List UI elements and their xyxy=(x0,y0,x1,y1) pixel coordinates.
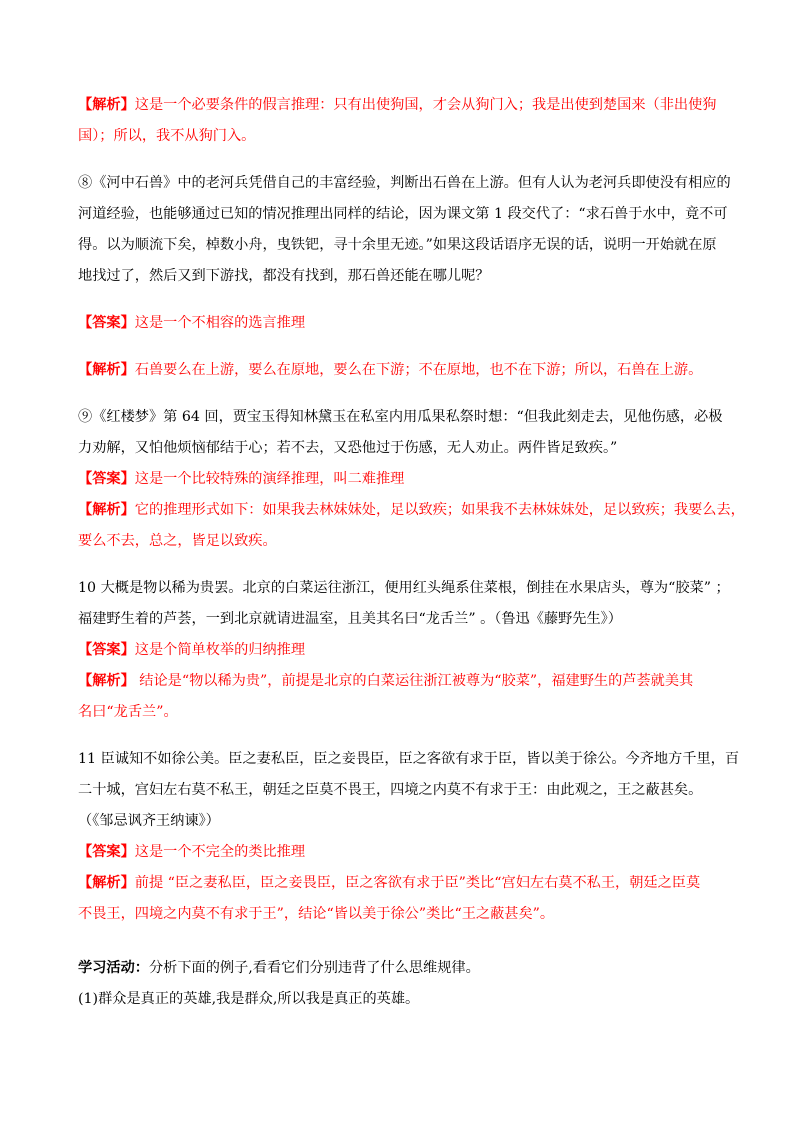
question-line xyxy=(78,266,728,286)
line-text: 这是一个比较特殊的演绎推理，叫二难推理 xyxy=(134,471,405,487)
answer-tag: 【答案】 xyxy=(78,844,135,860)
analysis-tag: 【解析】 xyxy=(78,97,135,113)
question-line xyxy=(78,407,728,427)
analysis-tag: 【解析】 xyxy=(78,875,135,891)
line-text: 分析下面的例子,看看它们分别违背了什么思维规律。 xyxy=(148,960,480,976)
activity-line xyxy=(78,958,728,978)
analysis-tag: 【解析】 xyxy=(78,673,135,689)
analysis-line xyxy=(78,500,745,520)
question-line xyxy=(78,438,728,458)
question-line xyxy=(78,578,728,598)
line-text: 这是一个必要条件的假言推理：只有出使狗国，才会从狗门入；我是出使到楚国来（非出使狗 xyxy=(134,97,717,113)
line-text: 二十城，宫妇左右莫不私王，朝廷之臣莫不畏王，四境之内莫不有求于王：由此观之，王之蔽甚矣。 xyxy=(78,782,703,798)
line-text: 11 臣诚知不如徐公美。臣之妻私臣，臣之妾畏臣，臣之客欲有求于臣，皆以美于徐公。今齐地方千里，百 xyxy=(78,751,740,767)
line-text: ⑨《红楼梦》第 64 回，贾宝玉得知林黛玉在私室内用瓜果私祭时想：“但我此刻走去，见他伤感，必极 xyxy=(78,409,723,425)
line-text: 不畏王，四境之内莫不有求于王”，结论“皆以美于徐公”类比“王之蔽甚矣”。 xyxy=(78,906,555,922)
question-line xyxy=(78,749,740,769)
analysis-line xyxy=(78,873,728,893)
line-text: 要么不去，总之，皆足以致疾。 xyxy=(78,533,277,549)
answer-line xyxy=(78,842,728,862)
answer-tag: 【答案】 xyxy=(78,315,135,331)
line-text: 得。以为顺流下矣，棹数小舟，曳铁钯，寻十余里无迹。”如果这段话语序无误的话，说明一开始就在原 xyxy=(78,237,717,253)
analysis-line xyxy=(78,702,728,722)
line-text: 河道经验，也能够通过已知的情况推理出同样的结论，因为课文第 1 段交代了：“求石兽于水中，竟不可 xyxy=(78,206,728,222)
line-text: 力劝解，又怕他烦恼郁结于心；若不去，又恐他过于伤感，无人劝止。两件皆足致疾。” xyxy=(78,440,618,456)
question-line xyxy=(78,609,728,629)
line-text: 它的推理形式如下：如果我去林妹妹处，足以致疾；如果我不去林妹妹处，足以致疾；我要么去， xyxy=(134,502,745,518)
answer-tag: 【答案】 xyxy=(78,642,135,658)
activity-tag: 学习活动： xyxy=(78,960,149,976)
answer-line xyxy=(78,469,728,489)
activity-item xyxy=(78,989,728,1009)
question-line xyxy=(78,811,728,831)
line-text: 结论是“物以稀为贵”，前提是北京的白菜运往浙江被尊为“胶菜”，福建野生的芦荟就美其 xyxy=(134,673,694,689)
answer-line xyxy=(78,640,728,660)
line-text: 石兽要么在上游，要么在原地，要么在下游；不在原地，也不在下游；所以，石兽在上游。 xyxy=(134,362,703,378)
analysis-line xyxy=(78,531,728,551)
line-text: 名曰“龙舌兰”。 xyxy=(78,704,178,720)
analysis-line xyxy=(78,126,728,146)
analysis-line xyxy=(78,360,728,380)
analysis-line xyxy=(78,95,728,115)
question-line xyxy=(78,204,728,224)
line-text: 国）；所以，我不从狗门入。 xyxy=(78,128,256,144)
line-text: 这是个简单枚举的归纳推理 xyxy=(134,642,306,658)
answer-line xyxy=(78,313,728,333)
analysis-tag: 【解析】 xyxy=(78,502,135,518)
line-text: （《邹忌讽齐王纳谏》） xyxy=(78,813,220,829)
line-text: 地找过了，然后又到下游找，都没有找到，那石兽还能在哪儿呢？ xyxy=(78,268,490,284)
line-text: 这是一个不相容的选言推理 xyxy=(134,315,306,331)
question-line xyxy=(78,780,728,800)
analysis-line xyxy=(78,904,728,924)
line-text: 这是一个不完全的类比推理 xyxy=(134,844,306,860)
question-line xyxy=(78,235,728,255)
line-text: 福建野生着的芦荟，一到北京就请进温室，且美其名曰“龙舌兰” 。（鲁迅《藤野先生》） xyxy=(78,611,622,627)
answer-tag: 【答案】 xyxy=(78,471,135,487)
line-text: ⑧《河中石兽》中的老河兵凭借自己的丰富经验，判断出石兽在上游。但有人认为老河兵即使没有相应的 xyxy=(78,175,731,191)
analysis-tag: 【解析】 xyxy=(78,362,135,378)
line-text: 前提 “臣之妻私臣，臣之妾畏臣，臣之客欲有求于臣”类比“宫妇左右莫不私王，朝廷之臣莫 xyxy=(134,875,701,891)
line-text: (1)群众是真正的英雄,我是群众,所以我是真正的英雄。 xyxy=(78,991,420,1007)
question-line xyxy=(78,173,731,193)
analysis-line xyxy=(78,671,728,691)
line-text: 10 大概是物以稀为贵罢。北京的白菜运往浙江，便用红头绳系住菜根，倒挂在水果店头，尊为“胶菜” ； xyxy=(78,580,730,596)
